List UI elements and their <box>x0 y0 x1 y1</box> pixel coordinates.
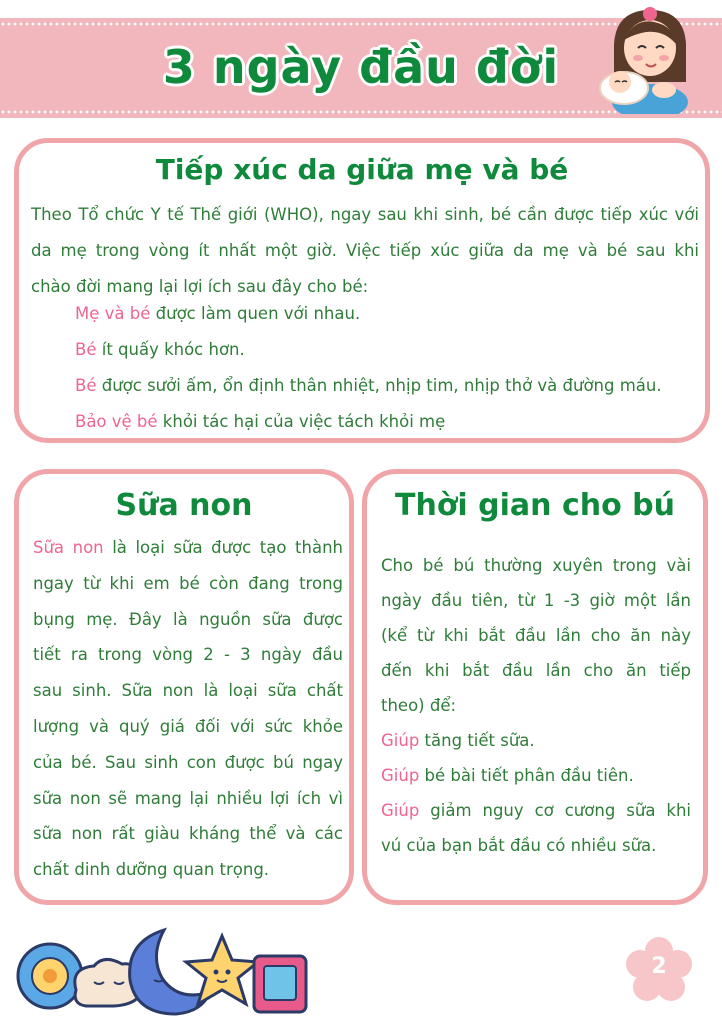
benefit-text: bé bài tiết phân đầu tiên. <box>419 766 634 785</box>
benefit-item <box>75 407 695 443</box>
colostrum-highlight: Sữa non <box>33 538 104 557</box>
text-line: lượng và quý giá đối với sức khỏe <box>33 716 343 736</box>
benefit-text: được sưởi ấm, ổn định thân nhiệt, nhịp tim, nhịp thở và đường máu. <box>96 376 662 395</box>
feeding-time-title: Thời gian cho bú <box>395 488 675 523</box>
text-line: sữa non sẽ mang lại nhiều lợi ích vì <box>33 788 343 808</box>
benefit-item <box>381 758 691 793</box>
text-line: (kể từ khi bắt đầu lần cho ăn này <box>381 626 691 645</box>
colostrum-card <box>14 469 354 905</box>
text-line: bụng mẹ. Đây là nguồn sữa được <box>33 609 343 629</box>
text-line: vú của bạn bắt đầu có nhiều sữa. <box>381 836 657 855</box>
text-line: sữa non rất giàu kháng thể và các <box>33 824 343 844</box>
benefit-highlight: Giúp <box>381 731 420 750</box>
benefit-text: giảm nguy cơ cương sữa khi <box>419 801 691 820</box>
benefit-item <box>75 335 695 371</box>
skin-contact-card <box>14 138 710 443</box>
benefit-item <box>381 793 691 828</box>
text-line: chất dinh dưỡng quan trọng. <box>33 860 270 880</box>
text-fragment: là loại sữa được tạo thành <box>103 538 343 557</box>
benefit-item <box>75 299 695 335</box>
text-line: theo) để: <box>381 696 457 715</box>
text-line <box>33 530 343 566</box>
text-line: sau sinh. Sữa non là loại sữa chất <box>33 681 343 701</box>
page-title: 3 ngày đầu đời <box>162 40 560 94</box>
text-line: của bé. Sau sinh con được bú ngay <box>33 752 343 772</box>
feeding-time-text <box>381 548 691 863</box>
benefit-highlight: Giúp <box>381 766 420 785</box>
intro-line: da mẹ trong vòng ít nhất một giờ. Việc tiếp xúc giữa da mẹ và bé sau khi <box>31 241 699 260</box>
benefit-item <box>381 723 691 758</box>
benefit-text: tăng tiết sữa. <box>419 731 535 750</box>
text-line: Cho bé bú thường xuyên trong vài <box>381 556 691 575</box>
skin-contact-benefits <box>75 299 695 443</box>
benefit-item <box>75 371 695 407</box>
benefit-highlight: Bảo vệ bé <box>75 412 158 431</box>
skin-contact-intro <box>31 197 699 305</box>
benefit-text: khỏi tác hại của việc tách khỏi mẹ <box>157 412 446 431</box>
benefit-highlight: Mẹ và bé <box>75 304 151 323</box>
colostrum-title: Sữa non <box>115 488 253 523</box>
text-line: ngày đầu tiên, từ 1 -3 giờ một lần <box>381 591 691 610</box>
page-number: 2 <box>651 954 667 979</box>
benefit-highlight: Bé <box>75 340 97 359</box>
text-line: ngay từ khi em bé còn đang trong <box>33 573 343 593</box>
baby-toys-illustration <box>14 918 314 1018</box>
benefit-text: ít quấy khóc hơn. <box>96 340 245 359</box>
mother-holding-baby-illustration <box>594 4 706 114</box>
intro-line: Theo Tổ chức Y tế Thế giới (WHO), ngay sau khi sinh, bé cần được tiếp xúc với <box>31 205 699 224</box>
benefit-highlight: Giúp <box>381 801 420 820</box>
benefit-text: được làm quen với nhau. <box>150 304 361 323</box>
text-line: đến khi bắt đầu lần cho ăn tiếp <box>381 661 691 680</box>
feeding-time-card <box>362 469 708 905</box>
colostrum-text <box>33 530 343 888</box>
skin-contact-title: Tiếp xúc da giữa mẹ và bé <box>155 153 569 186</box>
intro-line: chào đời mang lại lợi ích sau đây cho bé: <box>31 277 369 296</box>
benefit-highlight: Bé <box>75 376 97 395</box>
text-line: tiết ra trong vòng 2 - 3 ngày đầu <box>33 645 343 665</box>
